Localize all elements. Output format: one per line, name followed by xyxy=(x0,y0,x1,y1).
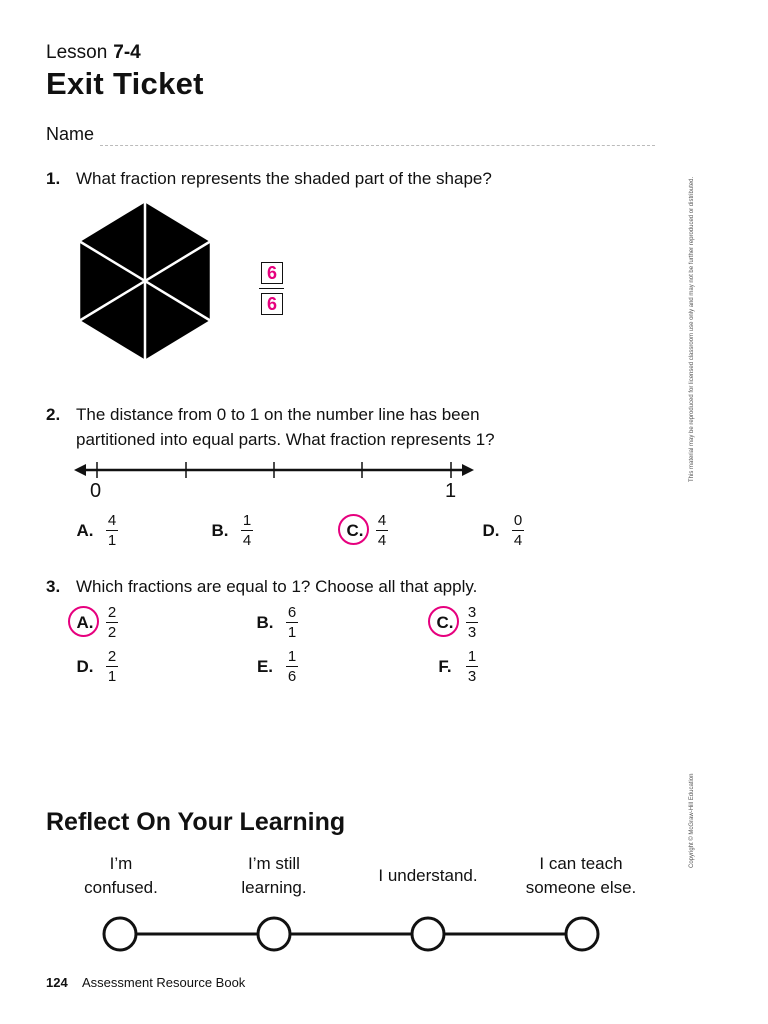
reflect-label-confused: I’m confused. xyxy=(84,854,158,897)
reflect-circle-can-teach[interactable] xyxy=(566,918,598,950)
copyright-notice: Copyright © McGraw-Hill Education xyxy=(689,773,695,868)
q2-option-d[interactable] xyxy=(480,513,524,548)
option-label: E. xyxy=(256,656,274,676)
reflect-scale xyxy=(100,912,604,956)
option-label: B. xyxy=(211,520,229,540)
option-fraction: $\frac{6}{1}$ xyxy=(287,604,297,641)
option-label: A. xyxy=(76,520,94,540)
option-fraction: $\frac{4}{1}$ xyxy=(107,512,117,549)
option-fraction: $\frac{3}{3}$ xyxy=(467,604,477,641)
option-label: D. xyxy=(76,656,94,676)
option-fraction: $\frac{2}{2}$ xyxy=(107,604,117,641)
q3-text: Which fractions are equal to 1? Choose all that apply. xyxy=(76,577,478,596)
fraction-bar xyxy=(259,288,284,289)
reflect-label-can-teach: I can teach someone else. xyxy=(525,854,637,897)
q1-answer-fraction xyxy=(261,262,284,315)
q3-option-a[interactable] xyxy=(74,605,118,640)
name-field[interactable] xyxy=(100,145,655,146)
reflect-circle-still-learning[interactable] xyxy=(258,918,290,950)
page-number: 124 xyxy=(46,975,68,990)
lesson-heading xyxy=(46,42,141,64)
hexagon-figure xyxy=(74,198,216,366)
number-line xyxy=(72,458,478,484)
q1-answer-denominator[interactable]: 6 xyxy=(261,293,283,315)
permission-notice: This material may be reproduced for licensed classroom use only and may not be further reproduced or distributed. xyxy=(689,176,695,482)
option-label-selected: A. xyxy=(74,613,96,633)
q3-option-f[interactable] xyxy=(434,649,478,684)
hexagon-shape xyxy=(79,201,211,361)
option-fraction: $\frac{0}{4}$ xyxy=(513,512,523,549)
q3-option-b[interactable] xyxy=(254,605,298,640)
q2-text-line2: partitioned into equal parts. What fraction represents 1? xyxy=(76,430,495,449)
book-title: Assessment Resource Book xyxy=(82,975,246,990)
q2-text-line1: The distance from 0 to 1 on the number line has been xyxy=(76,405,480,424)
q2-number: 2. xyxy=(46,405,61,424)
option-fraction: $\frac{2}{1}$ xyxy=(107,648,117,685)
q3-number: 3. xyxy=(46,577,61,596)
number-line-label-one: 1 xyxy=(445,480,457,502)
q1-text: What fraction represents the shaded part of the shape? xyxy=(76,169,492,188)
reflect-label-understand: I understand. xyxy=(378,866,478,885)
q2-text xyxy=(76,402,495,452)
reflect-heading: Reflect On Your Learning xyxy=(46,808,346,836)
option-label: D. xyxy=(482,520,500,540)
option-label: F. xyxy=(438,656,452,676)
option-fraction: $\frac{1}{6}$ xyxy=(287,648,297,685)
option-fraction: $\frac{1}{3}$ xyxy=(467,648,477,685)
q3-option-c[interactable] xyxy=(434,605,478,640)
q2-option-c[interactable] xyxy=(344,513,388,548)
option-fraction: $\frac{4}{4}$ xyxy=(377,512,387,549)
lesson-label: Lesson xyxy=(46,42,108,63)
reflect-circle-understand[interactable] xyxy=(412,918,444,950)
page-title: Exit Ticket xyxy=(46,66,204,101)
option-label-selected: C. xyxy=(344,521,366,541)
q3-option-d[interactable] xyxy=(74,649,118,684)
number-line-label-zero: 0 xyxy=(90,480,102,502)
option-label-selected: C. xyxy=(434,613,456,633)
q1-number: 1. xyxy=(46,169,61,188)
q1-answer-numerator[interactable]: 6 xyxy=(261,262,283,284)
name-label: Name xyxy=(46,124,95,144)
q3-option-e[interactable] xyxy=(254,649,298,684)
option-label: B. xyxy=(256,612,274,632)
q2-option-b[interactable] xyxy=(209,513,253,548)
q2-option-a[interactable] xyxy=(74,513,118,548)
lesson-number: 7-4 xyxy=(113,42,141,63)
reflect-label-still-learning: I’m still learning. xyxy=(241,854,307,897)
reflect-circle-confused[interactable] xyxy=(104,918,136,950)
option-fraction: $\frac{1}{4}$ xyxy=(242,512,252,549)
